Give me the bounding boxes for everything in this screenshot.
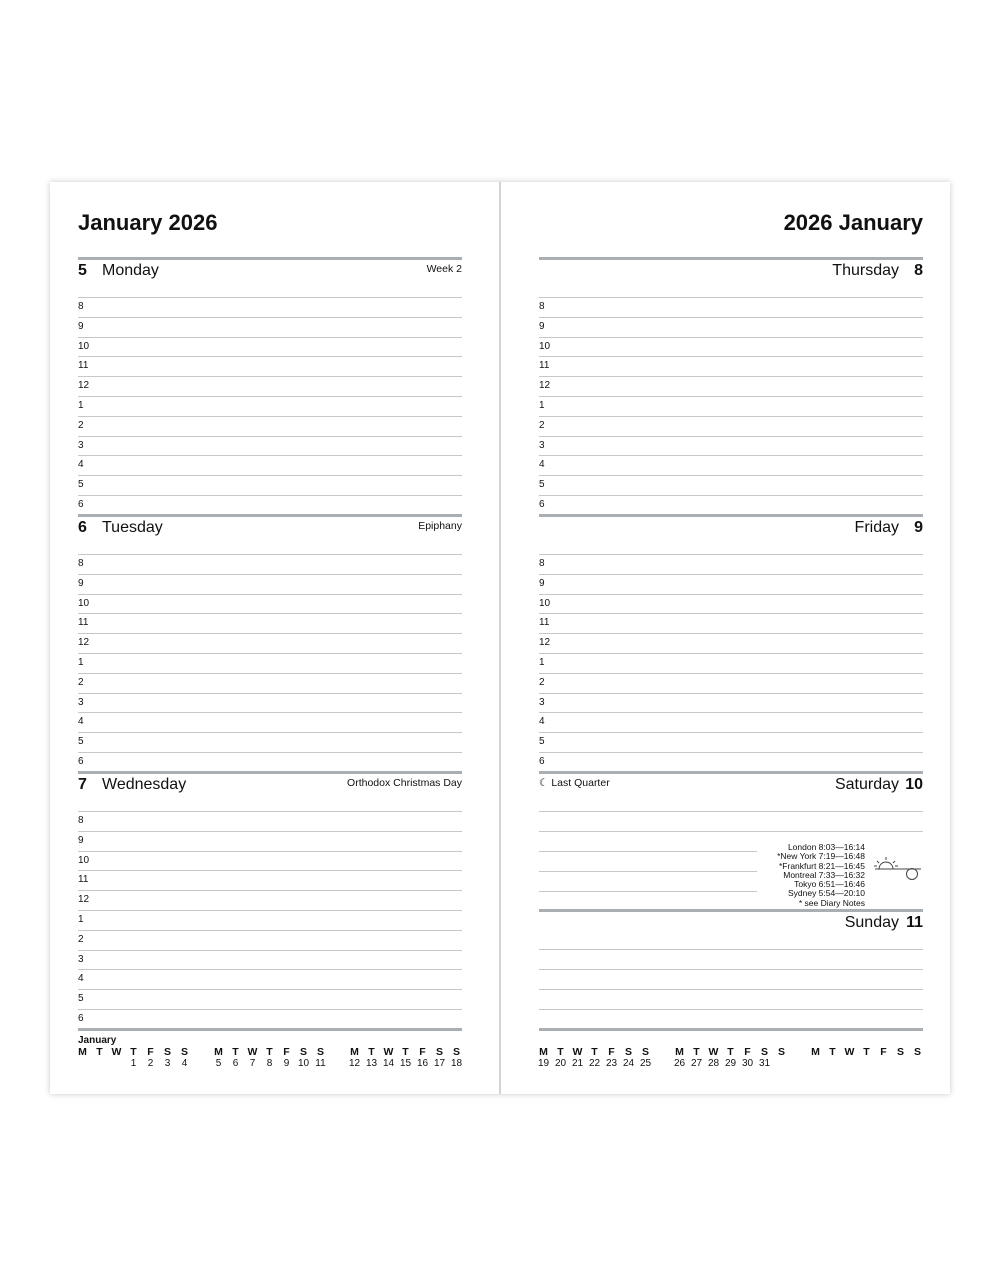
weekday-letter: T xyxy=(232,1046,239,1058)
hour-label: 2 xyxy=(78,676,84,688)
day-block xyxy=(539,909,923,1029)
hour-line xyxy=(78,436,462,437)
mini-calendar-date: 1 xyxy=(130,1058,137,1069)
sunrise-sunset-table xyxy=(777,843,865,908)
day-name: Saturday xyxy=(834,776,899,793)
left-page-title: January 2026 xyxy=(78,210,218,235)
weekday-letter: S xyxy=(777,1046,785,1058)
day-number: 6 xyxy=(78,519,87,536)
writing-line[interactable] xyxy=(539,949,923,950)
weekday-letter: S xyxy=(641,1046,649,1058)
hour-label: 9 xyxy=(78,834,84,846)
hour-line xyxy=(78,613,462,614)
weekday-letter: T xyxy=(591,1046,598,1058)
hour-label: 8 xyxy=(78,301,84,312)
sun-time-row: Tokyo 6:51—16:46 xyxy=(794,879,865,890)
hour-label: 4 xyxy=(539,716,545,728)
hour-label: 11 xyxy=(78,617,89,629)
hour-line xyxy=(78,594,462,595)
weekday-letter: S xyxy=(452,1046,460,1058)
right-page-title: 2026 January xyxy=(783,210,923,235)
mini-calendar-date: 9 xyxy=(283,1058,290,1069)
hour-label: 1 xyxy=(539,400,545,411)
mini-calendar-month: January xyxy=(78,1035,117,1046)
hour-label: 9 xyxy=(539,320,545,332)
hour-label: 6 xyxy=(539,499,545,510)
day-number: 8 xyxy=(914,262,923,279)
hour-label: 9 xyxy=(78,320,84,332)
hour-line xyxy=(539,317,923,318)
hour-label: 6 xyxy=(78,1013,84,1024)
day-name: Thursday xyxy=(832,262,899,279)
weekday-letter: S xyxy=(180,1046,188,1058)
hour-line xyxy=(78,910,462,911)
hour-line xyxy=(78,1009,462,1010)
weekday-letter: F xyxy=(608,1046,615,1058)
hour-line xyxy=(539,574,923,575)
day-divider xyxy=(539,909,923,912)
day-note: Week 2 xyxy=(426,263,462,275)
mini-calendar-date: 4 xyxy=(181,1058,188,1069)
hour-label: 12 xyxy=(78,380,90,392)
weekday-letter: S xyxy=(316,1046,324,1058)
writing-line[interactable] xyxy=(539,811,923,812)
weekday-letter: S xyxy=(435,1046,443,1058)
weekday-letter: M xyxy=(350,1046,359,1058)
weekday-letter: T xyxy=(557,1046,564,1058)
hour-line xyxy=(78,356,462,357)
weekday-letter: T xyxy=(693,1046,700,1058)
weekday-letter: S xyxy=(624,1046,632,1058)
hour-label: 2 xyxy=(78,419,84,431)
hour-line xyxy=(539,673,923,674)
hour-line xyxy=(78,712,462,713)
diary-spread xyxy=(50,182,950,1094)
mini-calendar-date: 3 xyxy=(164,1058,171,1069)
weekday-letter: M xyxy=(811,1046,820,1058)
hour-label: 6 xyxy=(78,756,84,767)
hour-label: 10 xyxy=(78,597,90,609)
day-divider xyxy=(78,514,462,517)
writing-line[interactable] xyxy=(539,871,757,872)
hour-label: 10 xyxy=(78,340,90,352)
hour-label: 3 xyxy=(78,953,84,965)
writing-line[interactable] xyxy=(539,891,757,892)
hour-line xyxy=(539,475,923,476)
hour-label: 4 xyxy=(78,459,84,471)
hour-label: 4 xyxy=(539,459,545,471)
day-block xyxy=(539,514,923,771)
hour-label: 1 xyxy=(539,657,545,668)
hour-line xyxy=(78,317,462,318)
mini-calendar-date: 22 xyxy=(588,1058,601,1069)
hour-line xyxy=(539,436,923,437)
hour-label: 6 xyxy=(78,499,84,510)
hour-line xyxy=(78,633,462,634)
day-block xyxy=(78,514,462,771)
weekday-letter: S xyxy=(913,1046,921,1058)
weekday-letter: M xyxy=(78,1046,87,1058)
hour-line xyxy=(78,396,462,397)
mini-calendar-date: 29 xyxy=(724,1058,737,1069)
mini-calendar-date: 6 xyxy=(232,1058,239,1069)
day-block xyxy=(539,771,923,909)
hour-label: 4 xyxy=(78,716,84,728)
weekday-letter: T xyxy=(266,1046,273,1058)
mini-calendar-date: 26 xyxy=(673,1058,686,1069)
mini-calendar-date: 14 xyxy=(382,1058,395,1069)
day-number: 7 xyxy=(78,776,87,793)
weekday-letter: S xyxy=(299,1046,307,1058)
hour-line xyxy=(78,752,462,753)
hour-label: 5 xyxy=(539,479,545,491)
hour-line xyxy=(78,455,462,456)
hour-label: 3 xyxy=(78,696,84,708)
hour-label: 5 xyxy=(539,736,545,748)
hour-label: 11 xyxy=(539,617,550,629)
hour-line xyxy=(78,376,462,377)
day-name: Wednesday xyxy=(102,776,187,793)
weekday-letter: S xyxy=(896,1046,904,1058)
hour-line xyxy=(78,969,462,970)
hour-label: 1 xyxy=(78,400,84,411)
hour-line xyxy=(539,455,923,456)
weekday-letter: W xyxy=(247,1046,258,1058)
day-block xyxy=(78,771,462,1028)
day-divider xyxy=(539,257,923,260)
hour-label: 2 xyxy=(539,676,545,688)
mini-calendar-date: 10 xyxy=(297,1058,310,1069)
hour-line xyxy=(539,495,923,496)
day-number: 5 xyxy=(78,262,87,279)
hour-line xyxy=(539,337,923,338)
hour-line xyxy=(539,396,923,397)
weekday-letter: M xyxy=(539,1046,548,1058)
day-block xyxy=(78,257,462,514)
mini-calendar-date: 8 xyxy=(266,1058,273,1069)
bottom-rule xyxy=(78,1028,462,1031)
hour-label: 3 xyxy=(539,696,545,708)
weekday-letter: W xyxy=(572,1046,583,1058)
hour-line xyxy=(78,653,462,654)
hour-label: 12 xyxy=(78,894,90,906)
weekday-letter: S xyxy=(163,1046,171,1058)
hour-line xyxy=(78,673,462,674)
mini-calendar-date: 30 xyxy=(741,1058,754,1069)
mini-calendar-date: 19 xyxy=(537,1058,550,1069)
weekday-letter: F xyxy=(147,1046,154,1058)
day-number: 9 xyxy=(914,519,923,536)
day-note: Orthodox Christmas Day xyxy=(347,777,462,789)
hour-line xyxy=(78,831,462,832)
writing-line[interactable] xyxy=(539,851,757,852)
hour-line xyxy=(78,851,462,852)
hour-label: 3 xyxy=(78,439,84,451)
day-divider xyxy=(539,514,923,517)
hour-line xyxy=(539,732,923,733)
hour-label: 6 xyxy=(539,756,545,767)
hour-line xyxy=(78,693,462,694)
hour-label: 5 xyxy=(78,479,84,491)
hour-label: 3 xyxy=(539,439,545,451)
hour-label: 10 xyxy=(539,340,551,352)
hour-line xyxy=(539,712,923,713)
mini-calendar-date: 18 xyxy=(450,1058,463,1069)
hour-label: 9 xyxy=(539,577,545,589)
hour-line xyxy=(539,356,923,357)
hour-label: 10 xyxy=(78,854,90,866)
sun-time-row: *Frankfurt 8:21—16:45 xyxy=(779,860,865,871)
hour-line xyxy=(78,890,462,891)
weekday-letter: F xyxy=(880,1046,887,1058)
hour-line xyxy=(78,416,462,417)
hour-label: 1 xyxy=(78,657,84,668)
hour-label: 5 xyxy=(78,993,84,1005)
mini-calendar-date: 24 xyxy=(622,1058,635,1069)
mini-calendar-date: 27 xyxy=(690,1058,703,1069)
day-divider xyxy=(78,771,462,774)
mini-calendar-date: 5 xyxy=(215,1058,222,1069)
weekday-letter: T xyxy=(96,1046,103,1058)
right-page xyxy=(501,182,950,1094)
hour-line xyxy=(539,613,923,614)
weekday-letter: M xyxy=(214,1046,223,1058)
hour-label: 11 xyxy=(539,360,550,372)
hour-label: 8 xyxy=(78,558,84,569)
weekday-letter: W xyxy=(383,1046,394,1058)
day-block xyxy=(539,257,923,514)
mini-calendar-date: 12 xyxy=(348,1058,361,1069)
mini-calendar-date: 28 xyxy=(707,1058,720,1069)
weekday-letter: W xyxy=(844,1046,855,1058)
hour-line xyxy=(539,554,923,555)
weekday-letter: S xyxy=(760,1046,768,1058)
hour-label: 10 xyxy=(539,597,551,609)
hour-line xyxy=(539,693,923,694)
hour-label: 1 xyxy=(78,914,84,925)
hour-line xyxy=(539,752,923,753)
hour-line xyxy=(78,950,462,951)
hour-line xyxy=(539,653,923,654)
sun-time-row: Montreal 7:33—16:32 xyxy=(783,869,865,880)
sun-time-row: *New York 7:19—16:48 xyxy=(777,851,865,862)
hour-line xyxy=(78,554,462,555)
mini-calendar-date: 23 xyxy=(605,1058,618,1069)
mini-calendar-date: 20 xyxy=(554,1058,567,1069)
hour-label: 12 xyxy=(539,380,551,392)
weekday-letter: T xyxy=(130,1046,137,1058)
writing-line[interactable] xyxy=(539,831,923,832)
mini-calendar-date: 31 xyxy=(758,1058,771,1069)
hour-line xyxy=(539,594,923,595)
hour-line xyxy=(78,574,462,575)
hour-label: 11 xyxy=(78,360,89,372)
weekday-letter: M xyxy=(675,1046,684,1058)
hour-label: 4 xyxy=(78,973,84,985)
hour-label: 2 xyxy=(78,933,84,945)
hour-line xyxy=(78,337,462,338)
weekday-letter: W xyxy=(708,1046,719,1058)
hour-line xyxy=(539,297,923,298)
bottom-rule xyxy=(539,1028,923,1031)
hour-line xyxy=(78,989,462,990)
day-note: Epiphany xyxy=(418,520,462,532)
hour-label: 8 xyxy=(78,815,84,826)
hour-label: 5 xyxy=(78,736,84,748)
day-name: Tuesday xyxy=(102,519,163,536)
sun-time-row: London 8:03—16:14 xyxy=(787,842,865,852)
left-page xyxy=(50,182,499,1094)
weekday-letter: T xyxy=(863,1046,870,1058)
hour-line xyxy=(78,732,462,733)
mini-calendar-date: 2 xyxy=(147,1058,154,1069)
mini-calendar-date: 11 xyxy=(315,1058,326,1069)
mini-calendar-date: 7 xyxy=(249,1058,256,1069)
hour-line xyxy=(539,416,923,417)
mini-calendar-date: 17 xyxy=(433,1058,446,1069)
hour-line xyxy=(78,930,462,931)
weekday-letter: F xyxy=(283,1046,290,1058)
hour-line xyxy=(78,870,462,871)
day-divider xyxy=(78,257,462,260)
weekday-letter: T xyxy=(829,1046,836,1058)
day-name: Friday xyxy=(854,519,899,536)
mini-calendar-date: 13 xyxy=(365,1058,378,1069)
writing-line[interactable] xyxy=(539,969,923,970)
hour-label: 8 xyxy=(539,558,545,569)
day-number: 11 xyxy=(906,914,923,931)
moon-phase: ☾ Last Quarter xyxy=(539,777,610,789)
hour-line xyxy=(78,811,462,812)
hour-label: 12 xyxy=(539,637,551,649)
hour-line xyxy=(539,376,923,377)
weekday-letter: F xyxy=(744,1046,751,1058)
writing-line[interactable] xyxy=(539,1009,923,1010)
hour-label: 8 xyxy=(539,301,545,312)
hour-label: 12 xyxy=(78,637,90,649)
weekday-letter: T xyxy=(368,1046,375,1058)
weekday-letter: T xyxy=(727,1046,734,1058)
weekday-letter: W xyxy=(111,1046,122,1058)
mini-calendar-date: 21 xyxy=(571,1058,584,1069)
weekday-letter: F xyxy=(419,1046,426,1058)
sun-time-row: Sydney 5:54—20:10 xyxy=(787,888,865,899)
hour-label: 2 xyxy=(539,419,545,431)
sunrise-sunset-icon xyxy=(873,855,923,881)
day-name: Monday xyxy=(102,262,159,279)
day-name: Sunday xyxy=(844,914,899,931)
mini-calendar-date: 15 xyxy=(399,1058,412,1069)
mini-calendar-date: 25 xyxy=(639,1058,652,1069)
hour-line xyxy=(78,297,462,298)
hour-label: 9 xyxy=(78,577,84,589)
weekday-letter: T xyxy=(402,1046,409,1058)
day-number: 10 xyxy=(905,776,923,793)
mini-calendar-date: 16 xyxy=(416,1058,429,1069)
hour-label: 11 xyxy=(78,874,89,886)
sun-time-row: * see Diary Notes xyxy=(798,897,865,908)
hour-line xyxy=(78,495,462,496)
writing-line[interactable] xyxy=(539,989,923,990)
hour-line xyxy=(78,475,462,476)
hour-line xyxy=(539,633,923,634)
day-divider xyxy=(539,771,923,774)
